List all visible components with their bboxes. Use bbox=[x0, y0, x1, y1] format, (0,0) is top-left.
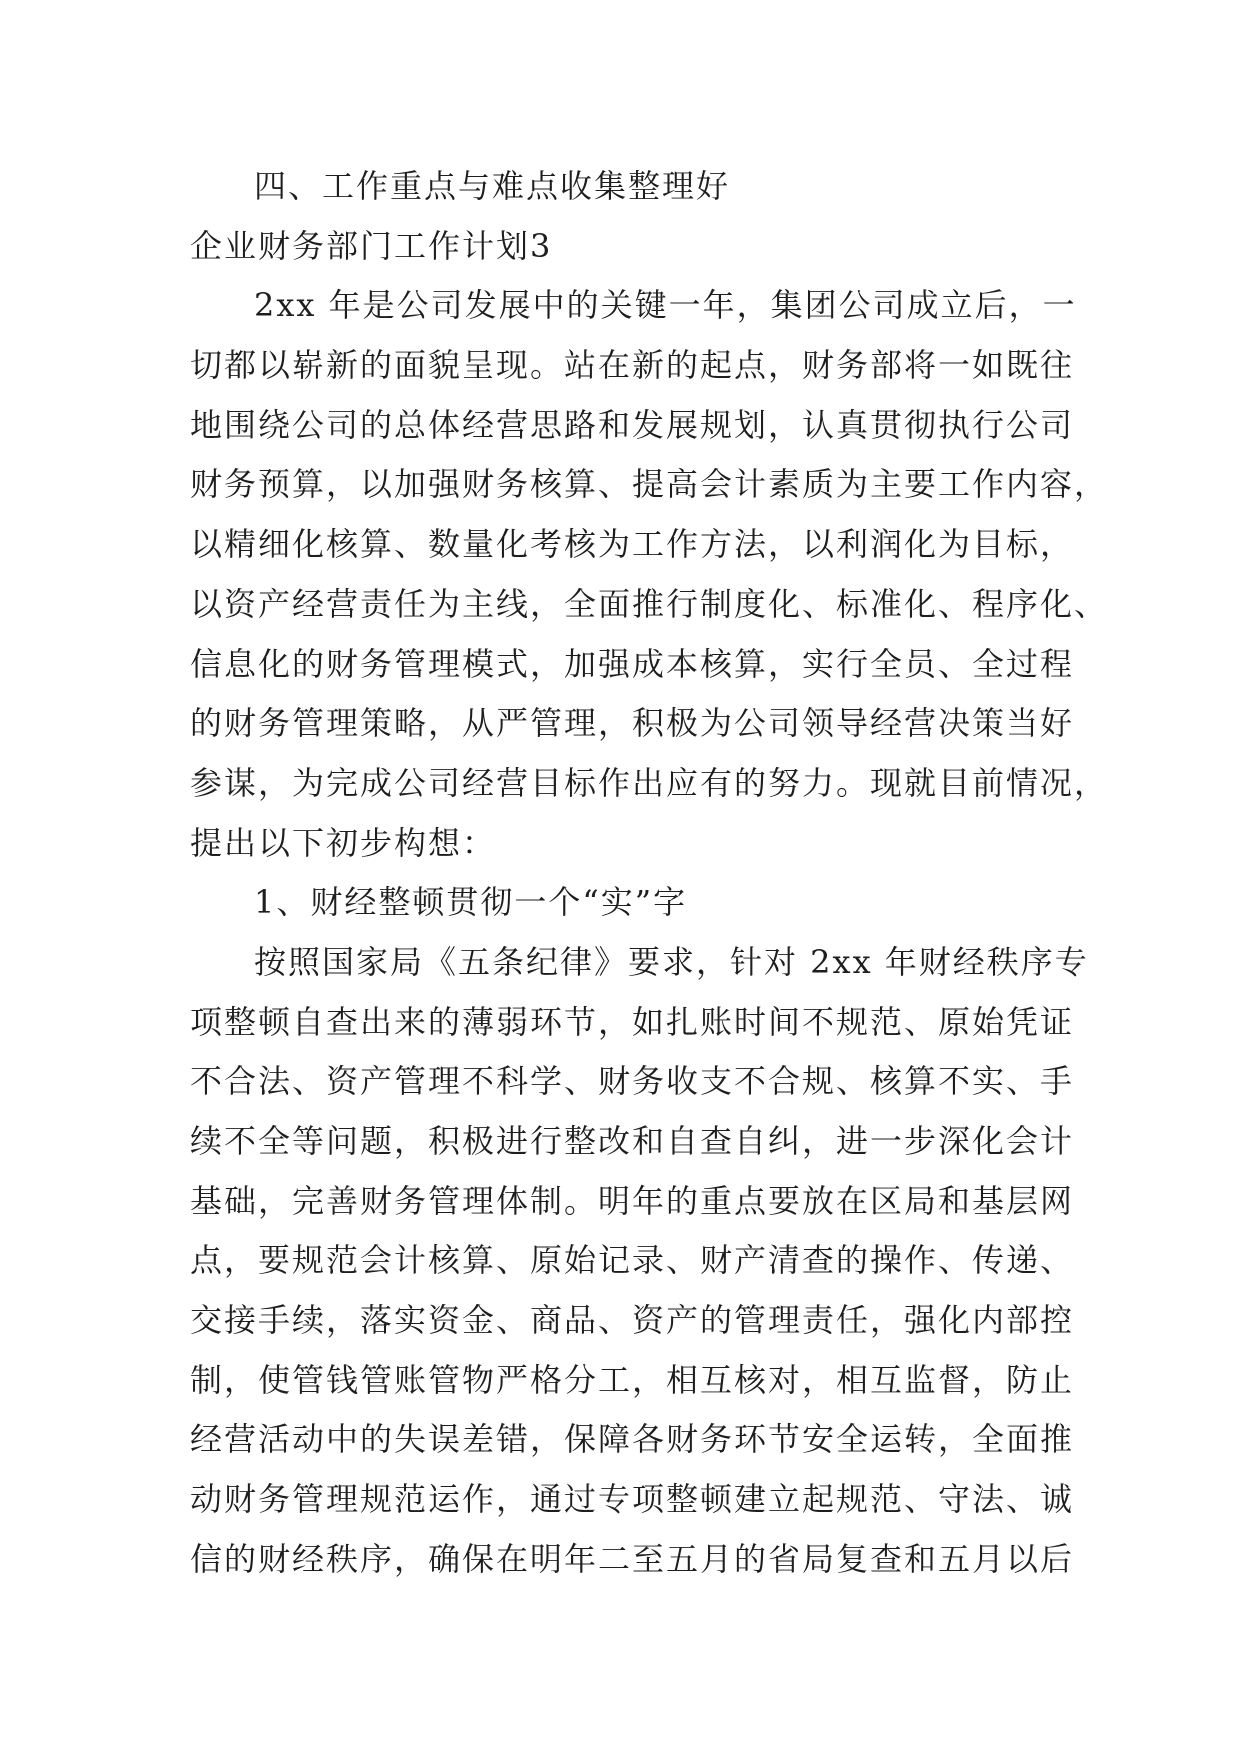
text-line: 提出以下初步构想： bbox=[190, 823, 497, 862]
text-line: 信的财经秩序，确保在明年二至五月的省局复查和五月以后 bbox=[190, 1539, 1075, 1578]
text-line: 切都以崭新的面貌呈现。站在新的起点，财务部将一如既往 bbox=[190, 346, 1075, 385]
text-line: 点，要规范会计核算、原始记录、财产清查的操作、传递、 bbox=[190, 1241, 1075, 1280]
text-line: 企业财务部门工作计划3 bbox=[190, 226, 553, 265]
text-line: 2xx 年是公司发展中的关键一年，集团公司成立后，一 bbox=[254, 286, 1077, 325]
text-line: 动财务管理规范运作，通过专项整顿建立起规范、守法、诚 bbox=[190, 1480, 1075, 1519]
text-line: 以资产经营责任为主线，全面推行制度化、标准化、程序化、 bbox=[190, 584, 1109, 623]
text-line: 地围绕公司的总体经营思路和发展规划，认真贯彻执行公司 bbox=[190, 405, 1075, 444]
text-line: 1、财经整顿贯彻一个“实”字 bbox=[254, 883, 688, 922]
text-line: 以精细化核算、数量化考核为工作方法，以利润化为目标， bbox=[190, 525, 1075, 564]
text-line: 交接手续，落实资金、商品、资产的管理责任，强化内部控 bbox=[190, 1301, 1075, 1340]
text-line: 参谋，为完成公司经营目标作出应有的努力。现就目前情况， bbox=[190, 763, 1109, 802]
text-line: 项整顿自查出来的薄弱环节，如扎账时间不规范、原始凭证 bbox=[190, 1002, 1075, 1041]
text-line: 经营活动中的失误差错，保障各财务环节安全运转，全面推 bbox=[190, 1420, 1075, 1459]
text-line: 基础，完善财务管理体制。明年的重点要放在区局和基层网 bbox=[190, 1181, 1075, 1220]
document-body bbox=[190, 157, 1109, 1590]
text-line: 制，使管钱管账管物严格分工，相互核对，相互监督，防止 bbox=[190, 1360, 1075, 1399]
text-line: 财务预算，以加强财务核算、提高会计素质为主要工作内容， bbox=[190, 465, 1109, 504]
text-line: 按照国家局《五条纪律》要求，针对 2xx 年财经秩序专 bbox=[254, 942, 1089, 981]
text-line: 续不全等问题，积极进行整改和自查自纠，进一步深化会计 bbox=[190, 1122, 1075, 1160]
text-line: 信息化的财务管理模式，加强成本核算，实行全员、全过程 bbox=[190, 644, 1075, 683]
text-line: 四、工作重点与难点收集整理好 bbox=[254, 167, 731, 205]
text-line: 不合法、资产管理不科学、财务收支不合规、核算不实、手 bbox=[190, 1062, 1075, 1101]
text-line: 的财务管理策略，从严管理，积极为公司领导经营决策当好 bbox=[190, 704, 1075, 743]
